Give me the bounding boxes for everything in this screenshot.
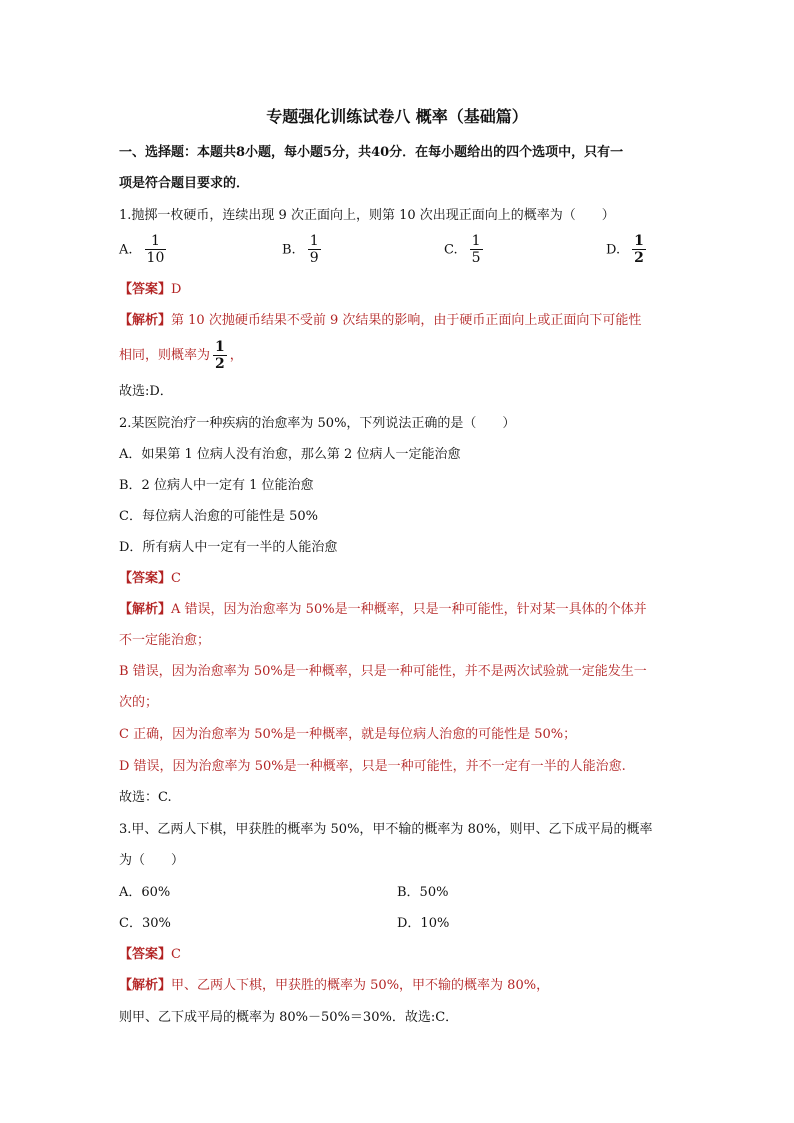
q2-analysis-line4: 次的； <box>119 695 159 710</box>
q3-option-d: D．10% <box>397 916 450 931</box>
answer-value: D <box>171 282 182 297</box>
answer-tag: 【答案】 <box>119 282 172 297</box>
analysis-text: 甲、乙两人下棋，甲获胜的概率为 50%，甲不输的概率为 80%， <box>171 978 550 993</box>
section-heading-line1: 一、选择题：本题共8小题，每小题5分，共40分．在每小题给出的四个选项中，只有一 <box>119 145 624 160</box>
q3-option-a: A．60% <box>119 885 171 900</box>
numerator: 1 <box>471 233 481 249</box>
analysis-tag: 【解析】 <box>119 978 172 993</box>
answer-value: C <box>171 571 181 586</box>
q3-analysis-line2: 则甲、乙下成平局的概率为 80%－50%＝30%．故选:C． <box>119 1010 459 1025</box>
analysis-tag: 【解析】 <box>119 313 172 328</box>
q1-option-a <box>119 233 166 267</box>
answer-value: C <box>171 947 181 962</box>
fraction <box>632 233 646 267</box>
numerator: 1 <box>634 233 644 249</box>
q2-option-b: B．2 位病人中一定有 1 位能治愈 <box>119 478 314 493</box>
fraction <box>308 233 321 267</box>
fraction <box>145 233 167 267</box>
q1-analysis-line1 <box>119 310 679 332</box>
q2-analysis-line3: B 错误，因为治愈率为 50%是一种概率，只是一种可能性，并不是两次试验就一定能发生一 <box>119 664 647 679</box>
option-label: D. <box>606 242 621 258</box>
q2-answer <box>119 568 679 590</box>
q3-stem-line1: 3.甲、乙两人下棋，甲获胜的概率为 50%，甲不输的概率为 80%，则甲、乙下成平局的概率 <box>119 822 653 837</box>
q2-analysis-line6: D 错误，因为治愈率为 50%是一种概率，只是一种可能性，并不一定有一半的人能治愈. <box>119 759 626 774</box>
analysis-text: 第 10 次抛硬币结果不受前 9 次结果的影响，由于硬币正面向上或正面向下可能性 <box>171 313 642 328</box>
q3-answer <box>119 944 679 966</box>
q1-option-d <box>606 233 646 267</box>
q2-conclusion: 故选：C. <box>119 790 172 805</box>
option-label: A. <box>119 242 133 258</box>
q1-option-c <box>444 233 483 267</box>
q2-option-c: C．每位病人治愈的可能性是 50% <box>119 509 318 524</box>
numerator: 1 <box>215 338 225 355</box>
answer-tag: 【答案】 <box>119 947 172 962</box>
analysis-text: 相同，则概率为 <box>119 348 211 363</box>
q3-analysis-line1 <box>119 975 679 997</box>
denominator: 2 <box>634 250 644 266</box>
option-label: B. <box>282 242 296 258</box>
option-label: C. <box>444 242 458 258</box>
q2-analysis-line1 <box>119 599 679 621</box>
q3-stem-line2: 为（ ） <box>119 853 185 868</box>
q2-option-d: D．所有病人中一定有一半的人能治愈 <box>119 540 338 555</box>
q1-analysis-line2 <box>119 336 679 376</box>
fraction <box>470 233 483 267</box>
denominator: 9 <box>309 250 319 266</box>
q2-option-a: A．如果第 1 位病人没有治愈，那么第 2 位病人一定能治愈 <box>119 447 461 462</box>
section-heading-line2: 项是符合题目要求的． <box>119 176 250 191</box>
analysis-text: A 错误，因为治愈率为 50%是一种概率，只是一种可能性，针对某一具体的个体并 <box>171 602 647 617</box>
fraction <box>213 339 227 373</box>
q3-option-b: B．50% <box>397 885 449 900</box>
numerator: 1 <box>309 233 319 249</box>
q1-answer <box>119 279 679 301</box>
q1-option-b <box>282 233 321 267</box>
denominator: 10 <box>146 250 165 266</box>
denominator: 5 <box>471 250 481 266</box>
q1-stem: 1.抛掷一枚硬币，连续出现 9 次正面向上，则第 10 次出现正面向上的概率为（ ） <box>119 208 615 223</box>
q2-stem: 2.某医院治疗一种疾病的治愈率为 50%，下列说法正确的是（ ） <box>119 416 516 431</box>
page-title: 专题强化训练试卷八 概率（基础篇） <box>266 107 528 126</box>
answer-tag: 【答案】 <box>119 571 172 586</box>
denominator: 2 <box>215 355 225 372</box>
q2-analysis-line2: 不一定能治愈； <box>119 633 211 648</box>
q2-analysis-line5: C 正确，因为治愈率为 50%是一种概率，就是每位病人治愈的可能性是 50%； <box>119 727 577 742</box>
q1-conclusion: 故选:D． <box>119 384 173 399</box>
analysis-text: ， <box>229 348 243 363</box>
numerator: 1 <box>150 233 160 249</box>
q3-option-c: C．30% <box>119 916 171 931</box>
analysis-tag: 【解析】 <box>119 602 172 617</box>
